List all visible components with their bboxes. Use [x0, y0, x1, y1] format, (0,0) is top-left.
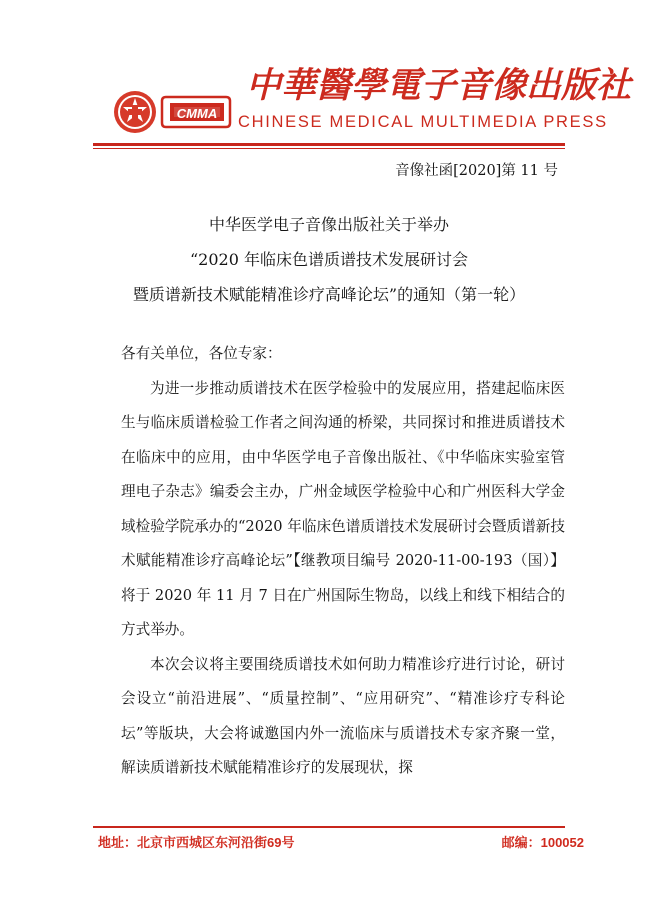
header-rule-thin — [93, 148, 565, 149]
title-line-2: “2020 年临床色谱质谱技术发展研讨会 — [190, 250, 468, 269]
title-line-1: 中华医学电子音像出版社关于举办 — [208, 215, 449, 234]
title-line-3: 暨质谱新技术赋能精准诊疗高峰论坛”的通知（第一轮） — [132, 285, 526, 304]
footer-rule — [93, 826, 565, 828]
paragraph-1: 为进一步推动质谱技术在医学检验中的发展应用，搭建起临床医生与临床质谱检验工作者之间沟通的桥梁，共同探讨和推进质谱技术在临床中的应用，由中华医学电子音像出版社、《中华临床实验室管理电子杂志》编委会主办，广州金域医学检验中心和广州医科大学金域检验学院承办的“2020 年临床色谱质谱技术发展研讨会暨质谱新技术赋能精准诊疗高峰论坛”【继教项目编号 2020-11-00-193（国）】将于 2020 年 11 月 7 日在广州国际生物岛，以线上和线下相结合的方式举办。 — [121, 379, 565, 638]
society-emblem-icon — [112, 89, 158, 135]
footer-postcode: 邮编：100052 — [501, 835, 584, 850]
cmma-logo-text: CMMA — [176, 106, 218, 121]
salutation: 各有关单位，各位专家： — [121, 345, 282, 362]
press-name-chinese: 中華醫學電子音像出版社 — [246, 65, 632, 106]
cmma-logo — [160, 95, 232, 129]
footer-address: 地址：北京市西城区东河沿街69号 — [98, 835, 295, 850]
header-rule — [93, 143, 565, 146]
document-number: 音像社函[2020]第 11 号 — [395, 163, 558, 179]
press-name-english: CHINESE MEDICAL MULTIMEDIA PRESS — [238, 113, 608, 131]
paragraph-2: 本次会议将主要围绕质谱技术如何助力精准诊疗进行讨论，研讨会设立“前沿进展”、“质量控制”、“应用研究”、“精准诊疗专科论坛”等版块，大会将诚邀国内外一流临床与质谱技术专家齐聚一堂，解读质谱新技术赋能精准诊疗的发展现状，探 — [121, 655, 565, 776]
letter-body — [121, 337, 565, 786]
